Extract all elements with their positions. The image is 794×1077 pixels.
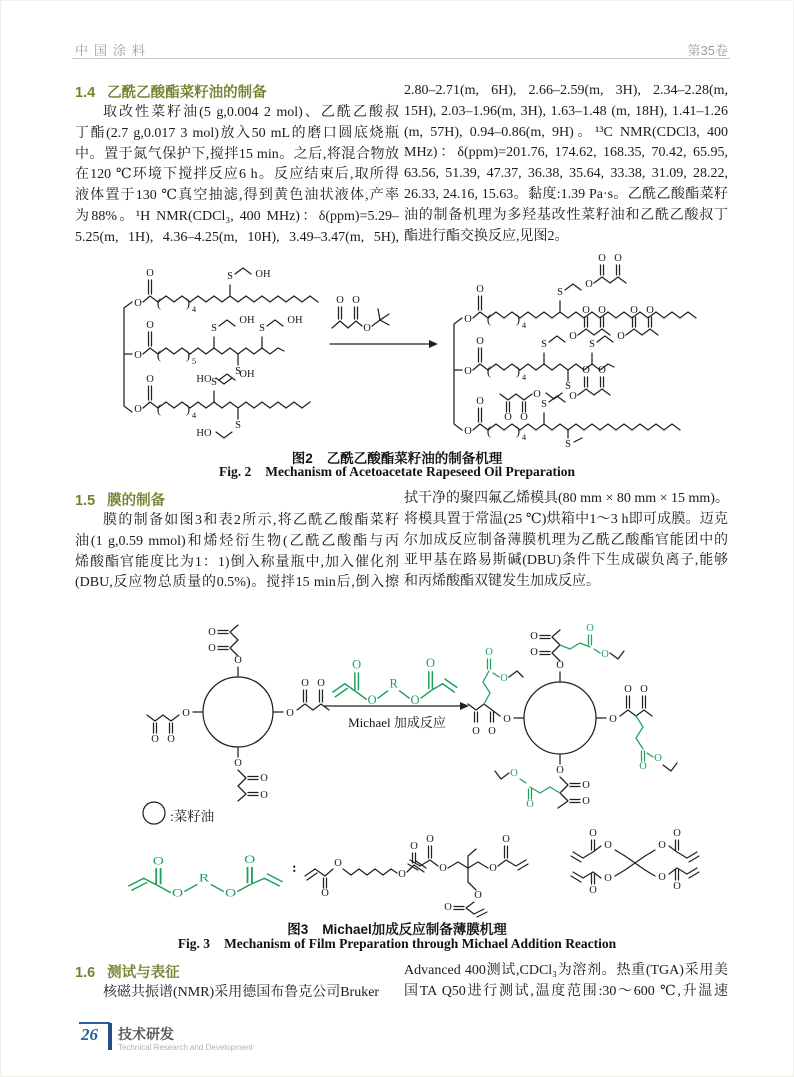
- atom-label: O: [444, 902, 452, 913]
- bracket: ): [185, 402, 191, 416]
- fig3-caption-zh: [72, 918, 722, 938]
- fig2-title-zh: 乙酰乙酸酯菜籽油的制备机理: [326, 451, 503, 466]
- atom-label: HO: [196, 428, 212, 439]
- atom-label: O: [586, 623, 594, 634]
- s16-left-column: [75, 983, 399, 1004]
- atom-label: O: [317, 678, 325, 689]
- atom-label: O: [488, 726, 496, 737]
- atom-label: O: [234, 655, 242, 666]
- text-line: 取改性菜籽油(5 g,0.004 2 mol)、乙酰乙酸叔: [103, 105, 399, 120]
- repeat-subscript: 4: [521, 372, 527, 382]
- atom-label: O: [410, 693, 420, 708]
- atom-label: O: [533, 389, 541, 400]
- section-1-4-heading: [75, 81, 267, 102]
- atom-label: O: [646, 305, 654, 316]
- atom-label: O: [321, 888, 329, 899]
- text-line: 酯进行酯交换反应,见图2。: [404, 228, 569, 244]
- atom-label: O: [182, 708, 190, 719]
- fig2-title-en: Mechanism of Acetoacetate Rapeseed Oil Preparation: [265, 464, 576, 479]
- page-number: 26: [81, 1025, 98, 1044]
- atom-label: S: [565, 439, 571, 450]
- atom-label: O: [639, 761, 647, 772]
- atom-label: O: [582, 365, 590, 376]
- atom-label: O: [673, 881, 681, 892]
- text-line: Advanced 400测试,CDCl₃为溶剂。热重(TGA)采用美: [404, 963, 728, 978]
- atom-label: O: [464, 366, 472, 377]
- section-title: 膜的制备: [107, 493, 166, 509]
- atom-label: O: [504, 412, 512, 423]
- column-name-en: Technical Research and Development: [118, 1043, 253, 1052]
- atom-label: O: [152, 854, 164, 867]
- s14-left-column: [75, 103, 399, 249]
- repeat-subscript: 4: [191, 304, 197, 314]
- atom-label: O: [503, 714, 511, 725]
- atom-label: S: [565, 381, 571, 392]
- atom-label: O: [334, 858, 342, 869]
- atom-label: O: [598, 305, 606, 316]
- atom-label: O: [286, 708, 294, 719]
- atom-label: S: [259, 323, 265, 334]
- text-line: (m, 57H), 0.94–0.86(m, 9H)。¹³C NMR(CDCl3, 400: [404, 124, 728, 140]
- fig3-caption-en: [72, 936, 722, 952]
- section-number: 1.6: [75, 965, 96, 981]
- bracket: (: [156, 402, 162, 416]
- atom-label: O: [569, 391, 577, 402]
- fig3-number-zh: 图3: [287, 922, 309, 937]
- atom-label: O: [363, 323, 371, 334]
- atom-label: O: [476, 396, 484, 407]
- repeat-subscript: 4: [191, 410, 197, 420]
- atom-label: O: [617, 331, 625, 342]
- atom-label: O: [260, 773, 268, 784]
- atom-label: R: [389, 676, 398, 691]
- atom-label: O: [439, 863, 447, 874]
- atom-label: O: [598, 253, 606, 264]
- section-title: 测试与表征: [107, 965, 180, 981]
- header-rule: [72, 58, 730, 59]
- fig3-title-zh: Michael加成反应制备薄膜机理: [322, 922, 507, 937]
- s15-right-column: [404, 489, 728, 593]
- atom-label: O: [654, 753, 662, 764]
- text-line: 将模具置于常温(25 ℃)烘箱中1～3 h即可成膜。迈克: [404, 511, 728, 527]
- text-line: 2.80–2.71(m, 6H), 2.66–2.59(m, 3H), 2.34–2.28(m,: [404, 83, 728, 98]
- atom-label: OH: [239, 369, 255, 380]
- atom-label: S: [211, 377, 217, 388]
- atom-label: HO: [196, 374, 212, 385]
- atom-label: O: [476, 336, 484, 347]
- atom-label: O: [520, 412, 528, 423]
- fig3-number-en: Fig. 3: [177, 936, 211, 951]
- section-title: 乙酰乙酸酯菜籽油的制备: [107, 85, 267, 101]
- legend-separator: :: [292, 861, 297, 876]
- atom-label: O: [569, 331, 577, 342]
- atom-label: O: [502, 834, 510, 845]
- atom-label: O: [208, 627, 216, 638]
- bracket: ): [515, 424, 521, 438]
- atom-label: O: [673, 828, 681, 839]
- atom-label: R: [198, 871, 210, 885]
- atom-label: O: [530, 631, 538, 642]
- fig3-title-en: Mechanism of Film Preparation through Michael Addition Reaction: [224, 936, 617, 951]
- fig2-product-structure: [448, 248, 728, 448]
- atom-label: S: [589, 339, 595, 350]
- atom-label: O: [582, 796, 590, 807]
- bracket: (: [156, 348, 162, 362]
- atom-label: O: [598, 365, 606, 376]
- journal-name: 中国涂料: [75, 43, 152, 58]
- atom-label: O: [426, 834, 434, 845]
- atom-label: S: [541, 339, 547, 350]
- atom-label: O: [526, 799, 534, 810]
- atom-label: O: [352, 295, 360, 306]
- atom-label: O: [476, 284, 484, 295]
- bracket: (: [156, 296, 162, 310]
- text-line: 15H), 2.03–1.96(m, 3H), 1.63–1.48 (m, 18H), 1.41–1.26: [404, 103, 728, 119]
- atom-label: O: [464, 426, 472, 437]
- text-line: 在120 ℃环境下搅拌反应6 h。反应结束后,取所得: [75, 167, 399, 183]
- atom-label: O: [234, 758, 242, 769]
- atom-label: O: [510, 768, 518, 779]
- atom-label: O: [624, 684, 632, 695]
- atom-label: S: [211, 323, 217, 334]
- text-line: 拭干净的聚四氟乙烯模具(80 mm × 80 mm × 15 mm)。: [404, 491, 729, 506]
- atom-label: S: [557, 287, 563, 298]
- atom-label: O: [530, 647, 538, 658]
- text-line: 烯酸酯官能度比为1：1)倒入称量瓶中,加入催化剂: [75, 554, 399, 570]
- atom-label: O: [604, 873, 612, 884]
- fig3-network-structure: [450, 613, 720, 818]
- generic-diacrylate-structure: [126, 846, 288, 902]
- atom-label: O: [658, 872, 666, 883]
- atom-label: O: [146, 320, 154, 331]
- atom-label: O: [630, 305, 638, 316]
- s14-right-column: [404, 81, 728, 247]
- atom-label: O: [614, 253, 622, 264]
- tert-butyl-acetoacetate-structure: [328, 288, 438, 350]
- text-line: 国TA Q50进行测试,温度范围:30～600 ℃,升温速: [404, 983, 728, 999]
- atom-label: O: [582, 305, 590, 316]
- atom-label: O: [585, 279, 593, 290]
- page-number-rule: [79, 1022, 110, 1024]
- section-number: 1.4: [75, 85, 96, 101]
- text-line: (DBU,反应物总质量的0.5%)。搅拌15 min后,倒入擦: [75, 575, 399, 591]
- michael-arrow-label: Michael 加成反应: [348, 715, 446, 730]
- peta-structure: [542, 824, 727, 902]
- atom-label: O: [146, 268, 154, 279]
- atom-label: O: [146, 374, 154, 385]
- atom-label: S: [235, 420, 241, 431]
- atom-label: O: [472, 726, 480, 737]
- atom-label: O: [489, 863, 497, 874]
- atom-label: O: [658, 840, 666, 851]
- atom-label: O: [410, 841, 418, 852]
- atom-label: O: [134, 350, 142, 361]
- footer-divider-bar: [108, 1023, 112, 1050]
- volume-label: 第35卷: [687, 43, 728, 58]
- fig2-caption-en: [72, 464, 722, 480]
- text-line: 膜的制备如图3和表2所示,将乙酰乙酸酯菜籽: [103, 513, 399, 528]
- atom-label: O: [398, 869, 406, 880]
- atom-label: O: [640, 684, 648, 695]
- repeat-subscript: 4: [521, 432, 527, 442]
- atom-label: O: [485, 647, 493, 658]
- atom-label: O: [464, 314, 472, 325]
- atom-label: O: [367, 693, 377, 708]
- text-line: 5.25(m, 1H), 4.36–4.25(m, 10H), 3.49–3.47(m, 5H),: [75, 229, 399, 245]
- column-name-zh: 技术研发: [118, 1026, 174, 1042]
- text-line: 和丙烯酸酯双键发生加成反应。: [404, 574, 600, 590]
- s15-left-column: [75, 511, 399, 594]
- atom-label: O: [589, 885, 597, 896]
- atom-label: O: [500, 673, 508, 684]
- atom-label: O: [582, 780, 590, 791]
- atom-label: O: [151, 734, 159, 745]
- atom-label: O: [167, 734, 175, 745]
- fig2-reactant-structure: [116, 260, 326, 440]
- atom-label: O: [604, 840, 612, 851]
- repeat-subscript: 5: [191, 356, 197, 366]
- s16-right-column: [404, 961, 728, 1003]
- atom-label: OH: [287, 315, 303, 326]
- text-line: 核磁共振谱(NMR)采用德国布鲁克公司Bruker: [103, 985, 380, 1000]
- atom-label: O: [609, 714, 617, 725]
- michael-arrow-icon: [324, 700, 470, 712]
- fig3-reactant-structure: [126, 620, 351, 805]
- atom-label: S: [541, 399, 547, 410]
- repeat-subscript: 4: [521, 320, 527, 330]
- fig2-number-zh: 图2: [291, 451, 313, 466]
- legend-label: :菜籽油: [170, 809, 215, 824]
- atom-label: O: [260, 790, 268, 801]
- atom-label: O: [601, 649, 609, 660]
- text-line: 亚甲基在路易斯碱(DBU)条件下生成碳负离子,能够: [404, 553, 728, 569]
- bracket: (: [486, 364, 492, 378]
- atom-label: O: [301, 678, 309, 689]
- section-1-6-heading: [75, 961, 180, 982]
- fig2-number-en: Fig. 2: [218, 464, 252, 479]
- bracket: ): [515, 312, 521, 326]
- section-number: 1.5: [75, 493, 96, 509]
- text-line: 为88%。¹H NMR(CDCl₃, 400 MHz)：δ(ppm)=5.29–: [75, 208, 399, 224]
- atom-label: O: [352, 657, 362, 672]
- bracket: ): [185, 348, 191, 362]
- atom-label: O: [171, 886, 184, 900]
- atom-label: O: [336, 295, 344, 306]
- atom-label: O: [224, 886, 237, 900]
- atom-label: O: [589, 828, 597, 839]
- atom-label: S: [227, 271, 233, 282]
- atom-label: OH: [239, 315, 255, 326]
- atom-label: O: [134, 404, 142, 415]
- section-1-5-heading: [75, 489, 165, 510]
- text-line: 油(1 g,0.59 mmol)和烯烃衍生物(乙酰乙酸酯与丙: [75, 533, 399, 549]
- text-line: MHz)：δ(ppm)=201.76, 174.62, 168.35, 70.42, 65.95,: [404, 145, 728, 161]
- tmpta-structure: [400, 818, 535, 918]
- bracket: (: [486, 424, 492, 438]
- atom-label: O: [556, 765, 564, 776]
- bracket: (: [486, 312, 492, 326]
- atom-label: O: [556, 660, 564, 671]
- atom-label: S: [235, 366, 241, 377]
- text-line: 尔加成反应制备薄膜机理为乙酰乙酸酯官能团中的: [404, 532, 728, 548]
- rapeseed-oil-circle-icon: [140, 798, 168, 826]
- text-line: 丁酯(2.7 g,0.017 3 mol)放入50 mL的磨口圆底烧瓶: [75, 125, 399, 141]
- text-line: 液体置于130 ℃真空抽滤,得到黄色油状液体,产率: [75, 188, 399, 204]
- bracket: ): [515, 364, 521, 378]
- bracket: ): [185, 296, 191, 310]
- atom-label: O: [244, 853, 256, 866]
- atom-label: O: [208, 643, 216, 654]
- text-line: 油的制备机理为多羟基改性菜籽油和乙酰乙酸叔丁: [404, 207, 728, 223]
- text-line: 63.56, 51.39, 47.37, 36.38, 35.64, 33.38, 31.09, 28.22,: [404, 166, 728, 182]
- text-line: 26.33, 24.16, 15.63。黏度:1.39 Pa·s。乙酰乙酸酯菜籽: [404, 186, 728, 202]
- atom-label: O: [426, 656, 436, 671]
- atom-label: O: [134, 298, 142, 309]
- atom-label: OH: [255, 269, 271, 280]
- atom-label: O: [474, 890, 482, 901]
- text-line: 中。置于氮气保护下,搅拌15 min。之后,将混合物放: [75, 146, 399, 162]
